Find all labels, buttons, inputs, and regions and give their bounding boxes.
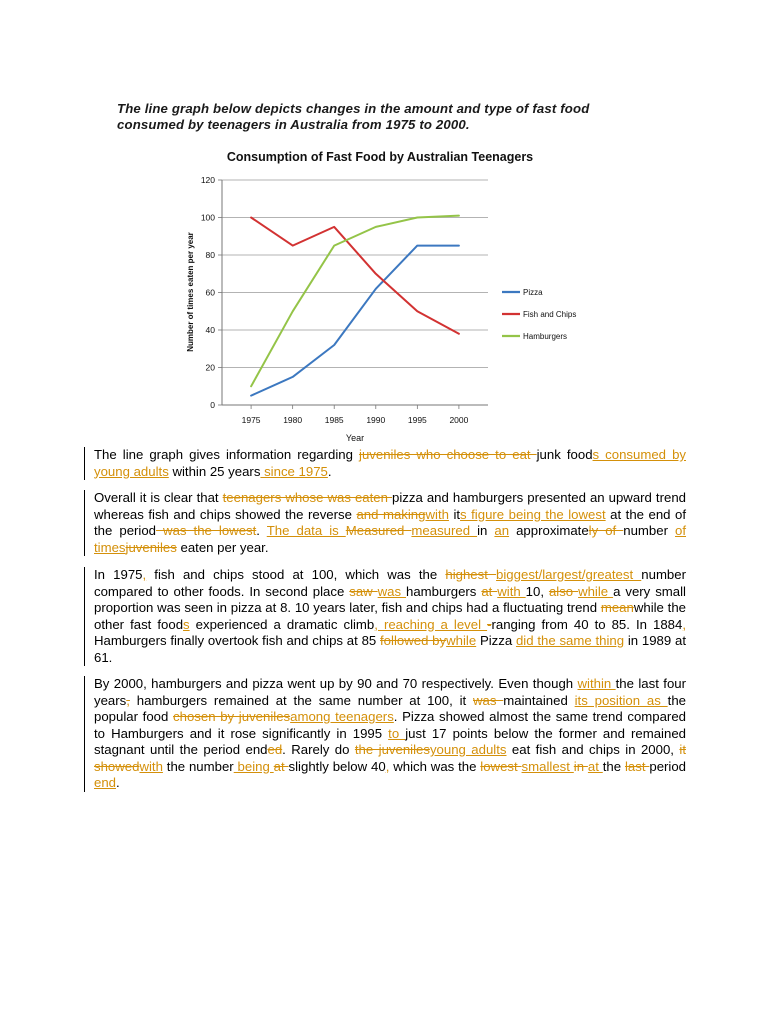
- body-text: Overall it is clear that: [94, 490, 223, 505]
- inserted-text: was: [377, 583, 407, 599]
- deleted-text: Measured: [345, 523, 412, 538]
- body-text: junk food: [536, 447, 593, 462]
- body-text: hamburgers: [406, 583, 482, 599]
- body-text: .: [256, 523, 267, 538]
- inserted-text: ,: [682, 616, 686, 632]
- x-tick-label: 1995: [407, 415, 427, 425]
- body-text: approximate: [509, 523, 589, 538]
- x-tick-label: 1975: [241, 415, 261, 425]
- chart-legend: [502, 288, 576, 341]
- body-text: 10,: [525, 583, 549, 599]
- inserted-text: being: [233, 758, 274, 774]
- deleted-text: teenagers whose was eaten: [222, 490, 392, 505]
- deleted-text: mean: [600, 600, 634, 615]
- legend-label-fish-and-chips: Fish and Chips: [523, 310, 577, 319]
- body-text: eat fish and chips in 2000,: [506, 742, 680, 757]
- deleted-text: juveniles who choose to eat: [359, 447, 537, 462]
- inserted-text: within: [577, 676, 616, 691]
- x-tick-label: 2000: [449, 415, 469, 425]
- deleted-text: saw: [349, 583, 378, 599]
- chart-title: Consumption of Fast Food by Australian Teenagers: [226, 150, 534, 164]
- body-text: By 2000, hamburgers and pizza went up by 90 and 70 respectively. Even though: [94, 676, 578, 691]
- inserted-text: since 1975: [260, 463, 328, 479]
- inserted-text: end: [94, 775, 117, 790]
- body-text: . Pizza showed almost the same trend compared to Hamburgers and it rose significantly in 1995: [94, 709, 686, 741]
- inserted-text: ,: [385, 758, 390, 774]
- deleted-text: followed by: [380, 633, 447, 648]
- x-tick-labels: [242, 415, 469, 425]
- deleted-text: last: [624, 758, 650, 774]
- deleted-text: ly of: [588, 523, 624, 538]
- body-text: ranging from 40 to 85. In 1884: [491, 616, 683, 632]
- y-tick-label: 40: [205, 325, 215, 335]
- deleted-text: was the lowest: [156, 523, 257, 538]
- series-lines: [251, 216, 459, 396]
- x-tick-label: 1980: [283, 415, 303, 425]
- body-text: eaten per year.: [176, 539, 269, 555]
- body-text: number compared to other foods. In second place: [94, 567, 686, 599]
- deleted-text: juveniles: [125, 539, 177, 555]
- body-text: pizza and hamburgers presented an upward trend whereas fish and chips showed the reverse: [94, 490, 686, 522]
- deleted-text: at: [481, 583, 498, 599]
- body-text: In 1975: [94, 567, 143, 582]
- x-axis-label: Year: [345, 433, 365, 443]
- inserted-text: of times: [94, 523, 687, 555]
- inserted-text: measured: [411, 523, 478, 538]
- deleted-text: the juveniles: [354, 742, 430, 757]
- deleted-text: highest: [445, 567, 497, 582]
- x-tick-label: 1990: [366, 415, 386, 425]
- body-text: the last four years: [94, 676, 687, 708]
- body-text: fish and chips stood at 100, which was the: [146, 567, 446, 582]
- deleted-text: chosen by juveniles: [173, 709, 291, 724]
- inserted-text: among teenagers: [290, 709, 394, 724]
- body-text: maintained: [503, 692, 575, 708]
- inserted-text: biggest/largest/greatest: [496, 567, 642, 582]
- legend-label-pizza: Pizza: [523, 288, 543, 297]
- inserted-text: s figure being the lowest: [460, 506, 606, 522]
- inserted-text: ,: [142, 567, 147, 582]
- body-text: number: [623, 523, 676, 538]
- body-text: in 1989 at 61.: [94, 633, 686, 665]
- inserted-text: s: [183, 616, 190, 632]
- deleted-text: -: [487, 616, 492, 632]
- body-text: while the other fast food: [94, 600, 686, 632]
- y-axis-label: Number of times eaten per year: [186, 232, 195, 352]
- x-tick-label: 1985: [324, 415, 344, 425]
- inserted-text: young adults: [429, 742, 507, 757]
- inserted-text: at: [587, 758, 603, 774]
- body-text: hamburgers remained at the same number at 100, it: [129, 692, 473, 708]
- deleted-text: also: [548, 583, 579, 599]
- paragraph-introduction: [84, 447, 686, 480]
- body-text: Pizza: [476, 633, 516, 648]
- document-title: The line graph below depicts changes in the amount and type of fast food consumed by teenagers in Australia from 1975 to 2000.: [117, 101, 590, 132]
- inserted-text: with: [139, 758, 163, 774]
- body-text: The line graph gives information regarding: [94, 447, 360, 462]
- y-tick-label: 80: [205, 250, 215, 260]
- inserted-text: while: [578, 583, 614, 599]
- series-line-hamburgers: [251, 216, 459, 387]
- chart-grid: [222, 180, 488, 368]
- body-text: which was the: [389, 758, 481, 774]
- deleted-text: was: [473, 692, 504, 708]
- y-tick-labels: [201, 175, 215, 410]
- deleted-text: at: [273, 758, 289, 774]
- body-text: Hamburgers finally overtook fish and chips at 85: [94, 633, 381, 648]
- inserted-text: with: [425, 506, 449, 522]
- body-text: within 25 years: [168, 463, 261, 479]
- inserted-text: s consumed by young adults: [94, 447, 686, 479]
- body-text: it: [448, 506, 461, 522]
- body-text: in: [477, 523, 495, 538]
- legend-label-hamburgers: Hamburgers: [523, 332, 568, 341]
- y-tick-label: 60: [205, 287, 215, 298]
- body-text: .: [116, 775, 120, 790]
- y-tick-label: 0: [210, 400, 215, 410]
- body-text: at the end of the period: [94, 506, 686, 538]
- y-tick-label: 100: [200, 212, 215, 223]
- deleted-text: and making: [356, 506, 426, 522]
- deleted-text: ,: [126, 692, 130, 708]
- line-chart: [180, 140, 590, 445]
- inserted-text: smallest: [521, 758, 574, 774]
- inserted-text: , reaching a level: [374, 616, 488, 632]
- body-text: period: [649, 758, 687, 774]
- inserted-text: The data is: [266, 523, 346, 538]
- body-text: .: [327, 463, 332, 479]
- inserted-text: while: [446, 633, 477, 648]
- body-text: experienced a dramatic climb: [189, 616, 375, 632]
- deleted-text: it showed: [94, 742, 686, 774]
- paragraph-details-1: [84, 567, 686, 666]
- inserted-text: did the same thing: [515, 633, 625, 648]
- inserted-text: an: [494, 523, 510, 538]
- inserted-text: its position as: [574, 692, 668, 708]
- deleted-text: in: [573, 758, 588, 774]
- body-text: the popular food: [94, 692, 686, 724]
- y-tick-label: 120: [200, 175, 215, 185]
- body-text: just 17 points below the former and remained stagnant until the period end: [94, 725, 686, 757]
- paragraph-details-2: [84, 676, 686, 792]
- body-text: a very small proportion was seen in pizza at 8. 10 years later, fish and chips had a fluctuating trend: [94, 583, 686, 615]
- body-text: the: [602, 758, 625, 774]
- inserted-text: with: [497, 583, 526, 599]
- body-text: slightly below 40: [288, 758, 386, 774]
- body-text: . Rarely do: [282, 742, 355, 757]
- paragraph-overview: [84, 490, 686, 556]
- series-line-pizza: [251, 246, 459, 396]
- deleted-text: lowest: [480, 758, 522, 774]
- inserted-text: to: [388, 725, 406, 741]
- deleted-text: ed: [267, 742, 283, 757]
- y-tick-label: 20: [205, 362, 215, 373]
- body-text: the number: [162, 758, 234, 774]
